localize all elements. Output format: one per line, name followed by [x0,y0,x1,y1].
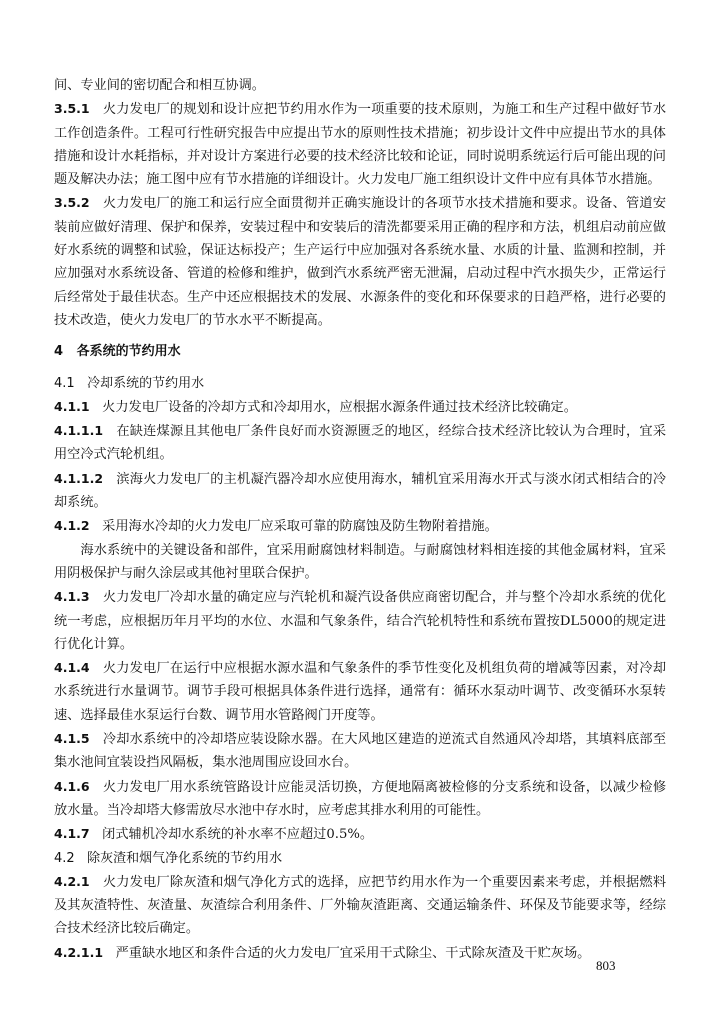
clause-text: 火力发电厂设备的冷却方式和冷却用水，应根据水源条件通过技术经济比较确定。 [102,399,577,415]
clause-text: 火力发电厂除灰渣和烟气净化方式的选择，应把节约用水作为一个重要因素来考虑，并根据燃料及其灰渣特性、灰渣量、灰渣综合利用条件、厂外输灰渣距离、交通运输条件、环保及节能要求等，经综合技术经济比较后确定。 [54,874,667,937]
clause-number: 4.1.5 [54,731,90,747]
clause-4-1-3 [54,585,666,656]
subsection-title: 除灰渣和烟气净化系统的节约用水 [87,850,283,866]
clause-number: 4.1.1.1 [54,423,104,439]
clause-text: 滨海火力发电厂的主机凝汽器冷却水应使用海水，辅机宜采用海水开式与淡水闭式相结合的冷却系统。 [54,471,667,511]
clause-4-1-6 [54,775,666,823]
clause-3-5-2 [54,191,666,332]
clause-number: 4.2.1 [54,873,90,889]
clause-text: 严重缺水地区和条件合适的火力发电厂宜采用干式除尘、干式除灰渣及干贮灰场。 [115,945,591,961]
clause-number: 3.5.2 [54,195,90,211]
clause-text: 火力发电厂的施工和运行应全面贯彻并正确实施设计的各项节水技术措施和要求。设备、管道安装前应做好清理、保护和保养，安装过程中和安装后的清洗都要采用正确的程序和方法，机组启动前应做好水系统的调整和试验，保证达标投产；生产运行中应加强对各系统水量、水质的计量、监测和控制，并应加强对水系统设备、管道的检修和维护，做到汽水系统严密无泄漏，启动过程中汽水损失少，正常运行后经常处于最佳状态。生产中还应根据技术的发展、水源条件的变化和环保要求的日趋严格，进行必要的技术改造，使火力发电厂的节水水平不断提高。 [54,196,667,328]
clause-number: 3.5.1 [54,101,90,117]
clause-3-5-1 [54,97,666,191]
paragraph-continuation [54,74,666,97]
subsection-number: 4.2 [54,850,75,866]
clause-text: 闭式辅机冷却水系统的补水率不应超过0.5%。 [102,827,374,843]
clause-4-2-1-1 [54,941,666,965]
subsection-heading-4-1 [54,372,666,395]
clause-4-1-2 [54,514,666,538]
clause-number: 4.1.1.2 [54,470,104,486]
clause-text: 火力发电厂在运行中应根据水源水温和气象条件的季节性变化及机组负荷的增减等因素，对冷却水系统进行水量调节。调节手段可根据具体条件进行选择，通常有：循环水泵动叶调节、改变循环水泵转速、选择最佳水泵运行台数、调节用水管路阀门开度等。 [54,661,667,723]
clause-4-1-5 [54,727,666,775]
clause-number: 4.1.4 [54,660,90,676]
section-number: 4 [54,344,64,360]
clause-4-1-7 [54,822,666,846]
clause-4-1-1-1 [54,419,666,467]
clause-number: 4.1.7 [54,826,90,842]
page-number: 803 [596,958,616,973]
clause-text: 火力发电厂冷却水量的确定应与汽轮机和凝汽设备供应商密切配合，并与整个冷却水系统的优化统一考虑，应根据历年月平均的水位、水温和气象条件，结合汽轮机特性和系统布置按DL5000的规定进行优化计算。 [54,590,667,652]
clause-text: 在缺连煤源且其他电厂条件良好而水资源匮乏的地区，经综合技术经济比较认为合理时，宜采用空冷式汽轮机组。 [54,424,667,463]
clause-text: 海水系统中的关键设备和部件，宜采用耐腐蚀材料制造。与耐腐蚀材料相连接的其他金属材料，宜采用阴极保护与耐久涂层或其他衬里联合保护。 [54,542,666,581]
paragraph-text: 间、专业间的密切配合和相互协调。 [54,78,265,93]
clause-number: 4.2.1.1 [54,944,104,960]
clause-4-1-1 [54,395,666,419]
clause-text: 冷却水系统中的冷却塔应装设除水器。在大风地区建造的逆流式自然通风冷却塔，其填料底部至集水池间宜装设挡风隔板，集水池周围应设回水台。 [54,732,667,771]
subsection-heading-4-2 [54,847,666,870]
clause-number: 4.1.6 [54,778,90,794]
clause-number: 4.1.1 [54,398,90,414]
document-page [54,74,666,965]
clause-4-1-4 [54,656,666,727]
clause-number: 4.1.3 [54,589,90,605]
section-title: 各系统的节约用水 [76,344,181,360]
clause-text: 火力发电厂的规划和设计应把节约用水作为一项重要的技术原则，为施工和生产过程中做好节水工作创造条件。工程可行性研究报告中应提出节水的原则性技术措施；初步设计文件中应提出节水的具体措施和设计水耗指标，并对设计方案进行必要的技术经济比较和论证，同时说明系统运行后可能出现的问题及解决办法；施工图中应有节水措施的详细设计。火力发电厂施工组织设计文件中应有具体节水措施。 [54,102,667,188]
clause-4-2-1 [54,870,666,941]
clause-4-1-1-2 [54,467,666,515]
subsection-number: 4.1 [54,375,75,391]
clause-4-1-2-note [54,539,666,586]
clause-text: 采用海水冷却的火力发电厂应采取可靠的防腐蚀及防生物附着措施。 [102,519,498,535]
clause-text: 火力发电厂用水系统管路设计应能灵活切换，方便地隔离被检修的分支系统和设备，以减少检修放水量。当冷却塔大修需放尽水池中存水时，应考虑其排水利用的可能性。 [54,779,667,818]
subsection-title: 冷却系统的节约用水 [87,375,205,391]
clause-number: 4.1.2 [54,518,90,534]
section-heading-4 [54,340,666,363]
